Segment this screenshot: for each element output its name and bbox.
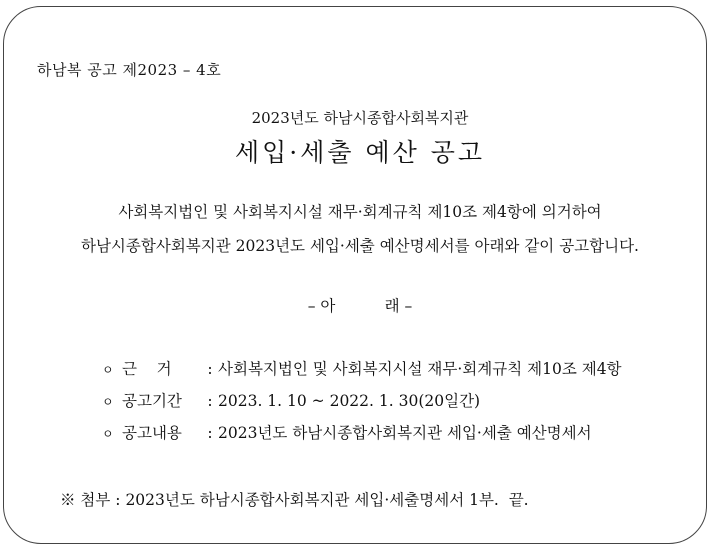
item-value: 2023년도 하남시종합사회복지관 세입·세출 예산명세서 xyxy=(218,424,592,442)
item-label: 근 거 xyxy=(122,360,172,378)
notice-item-list xyxy=(102,357,622,453)
item-value: 2023. 1. 10 ~ 2022. 1. 30(20일간) xyxy=(218,392,481,410)
notice-body-line-2: 하남시종합사회복지관 2023년도 세입·세출 예산명세서를 아래와 같이 공고합니다. xyxy=(80,237,639,255)
notice-body-line-1: 사회복지법인 및 사회복지시설 재무·회계규칙 제10조 제4항에 의거하여 xyxy=(118,203,602,221)
notice-frame xyxy=(3,6,707,544)
item-label: 공고내용 xyxy=(122,424,182,442)
item-label: 공고기간 xyxy=(122,392,182,410)
item-value: 사회복지법인 및 사회복지시설 재무·회계규칙 제10조 제4항 xyxy=(218,360,622,378)
notice-title: 세입·세출 예산 공고 xyxy=(234,138,486,167)
attachment-note: ※ 첨부 : 2023년도 하남시종합사회복지관 세입·세출명세서 1부. 끝. xyxy=(60,491,529,509)
notice-item-period xyxy=(102,389,622,421)
item-colon: : xyxy=(207,392,213,410)
section-heading: – 아 래 – xyxy=(307,297,413,315)
bullet-marker: ㅇ xyxy=(102,363,114,377)
item-colon: : xyxy=(207,360,213,378)
notice-item-basis xyxy=(102,357,622,389)
bullet-marker: ㅇ xyxy=(102,395,114,409)
notice-subtitle: 2023년도 하남시종합사회복지관 xyxy=(251,109,469,127)
notice-number: 하남복 공고 제2023 – 4호 xyxy=(37,61,222,79)
notice-item-content xyxy=(102,421,622,453)
item-colon: : xyxy=(207,424,213,442)
bullet-marker: ㅇ xyxy=(102,427,114,441)
